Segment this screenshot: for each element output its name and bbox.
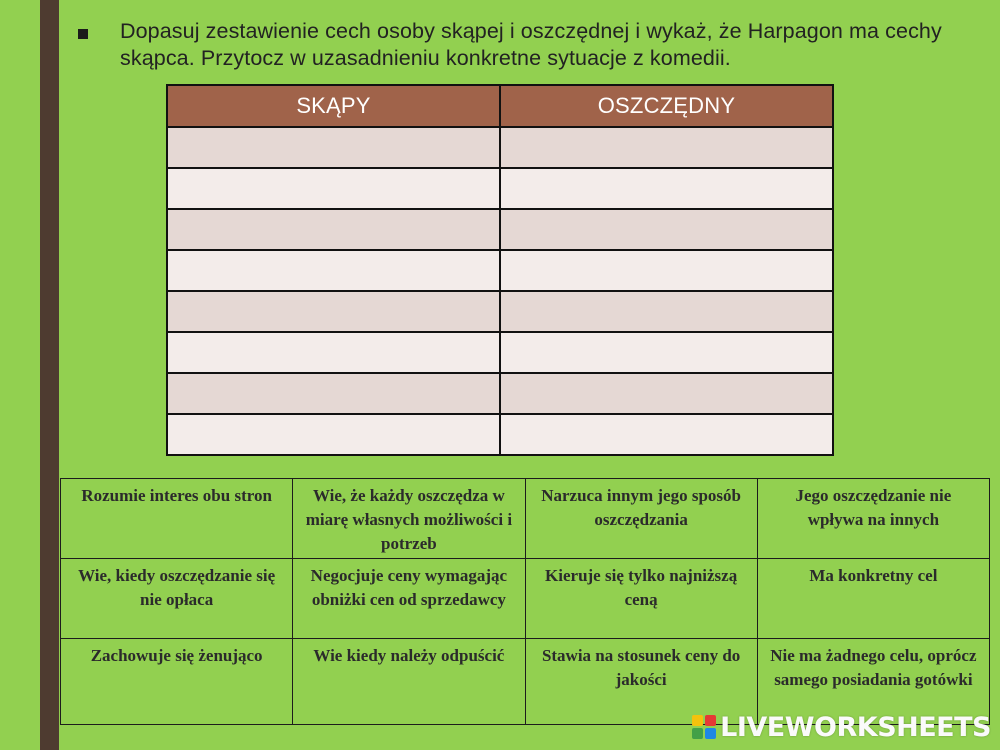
drop-slot[interactable] [500, 168, 833, 209]
drop-slot[interactable] [500, 291, 833, 332]
drop-slot[interactable] [500, 209, 833, 250]
drop-slot[interactable] [167, 127, 500, 168]
liveworksheets-logo-icon [692, 715, 718, 741]
answer-tile[interactable]: Wie, kiedy oszczędzanie się nie opłaca [61, 559, 293, 639]
drop-slot[interactable] [500, 414, 833, 455]
answer-tile[interactable]: Wie, że każdy oszczędza w miarę własnych możliwości i potrzeb [293, 479, 525, 559]
drop-slot[interactable] [167, 414, 500, 455]
answer-tile[interactable]: Kieruje się tylko najniższą ceną [525, 559, 757, 639]
liveworksheets-brand [692, 712, 991, 743]
square-bullet-icon [78, 29, 88, 39]
column-header-skapy: SKĄPY [167, 85, 500, 127]
answer-tile[interactable]: Wie kiedy należy odpuścić [293, 639, 525, 725]
answer-tiles-grid [60, 478, 990, 725]
drop-slot[interactable] [500, 332, 833, 373]
instruction-text: Dopasuj zestawienie cech osoby skąpej i oszczędnej i wykaż, że Harpagon ma cechy skąpca. Przytocz w uzasadnieniu konkretne sytuacje z komedii. [120, 19, 942, 70]
answer-tile[interactable]: Jego oszczędzanie nie wpływa na innych [757, 479, 989, 559]
answer-tile[interactable]: Stawia na stosunek ceny do jakości [525, 639, 757, 725]
drop-slot[interactable] [167, 209, 500, 250]
sorting-table [166, 84, 834, 456]
drop-slot[interactable] [500, 373, 833, 414]
drop-slot[interactable] [500, 250, 833, 291]
answer-tile[interactable]: Rozumie interes obu stron [61, 479, 293, 559]
drop-slot[interactable] [167, 250, 500, 291]
answer-tile[interactable]: Ma konkretny cel [757, 559, 989, 639]
liveworksheets-wordmark: LIVEWORKSHEETS [720, 712, 991, 743]
column-header-oszczedny: OSZCZĘDNY [500, 85, 833, 127]
drop-slot[interactable] [167, 168, 500, 209]
drop-slot[interactable] [167, 373, 500, 414]
drop-slot[interactable] [500, 127, 833, 168]
sidebar-bar [40, 0, 59, 750]
answer-tile[interactable]: Zachowuje się żenująco [61, 639, 293, 725]
answer-tile[interactable]: Narzuca innym jego sposób oszczędzania [525, 479, 757, 559]
drop-slot[interactable] [167, 332, 500, 373]
drop-slot[interactable] [167, 291, 500, 332]
answer-tile[interactable]: Nie ma żadnego celu, oprócz samego posiadania gotówki [757, 639, 989, 725]
answer-tile[interactable]: Negocjuje ceny wymagając obniżki cen od sprzedawcy [293, 559, 525, 639]
instruction [78, 18, 978, 72]
